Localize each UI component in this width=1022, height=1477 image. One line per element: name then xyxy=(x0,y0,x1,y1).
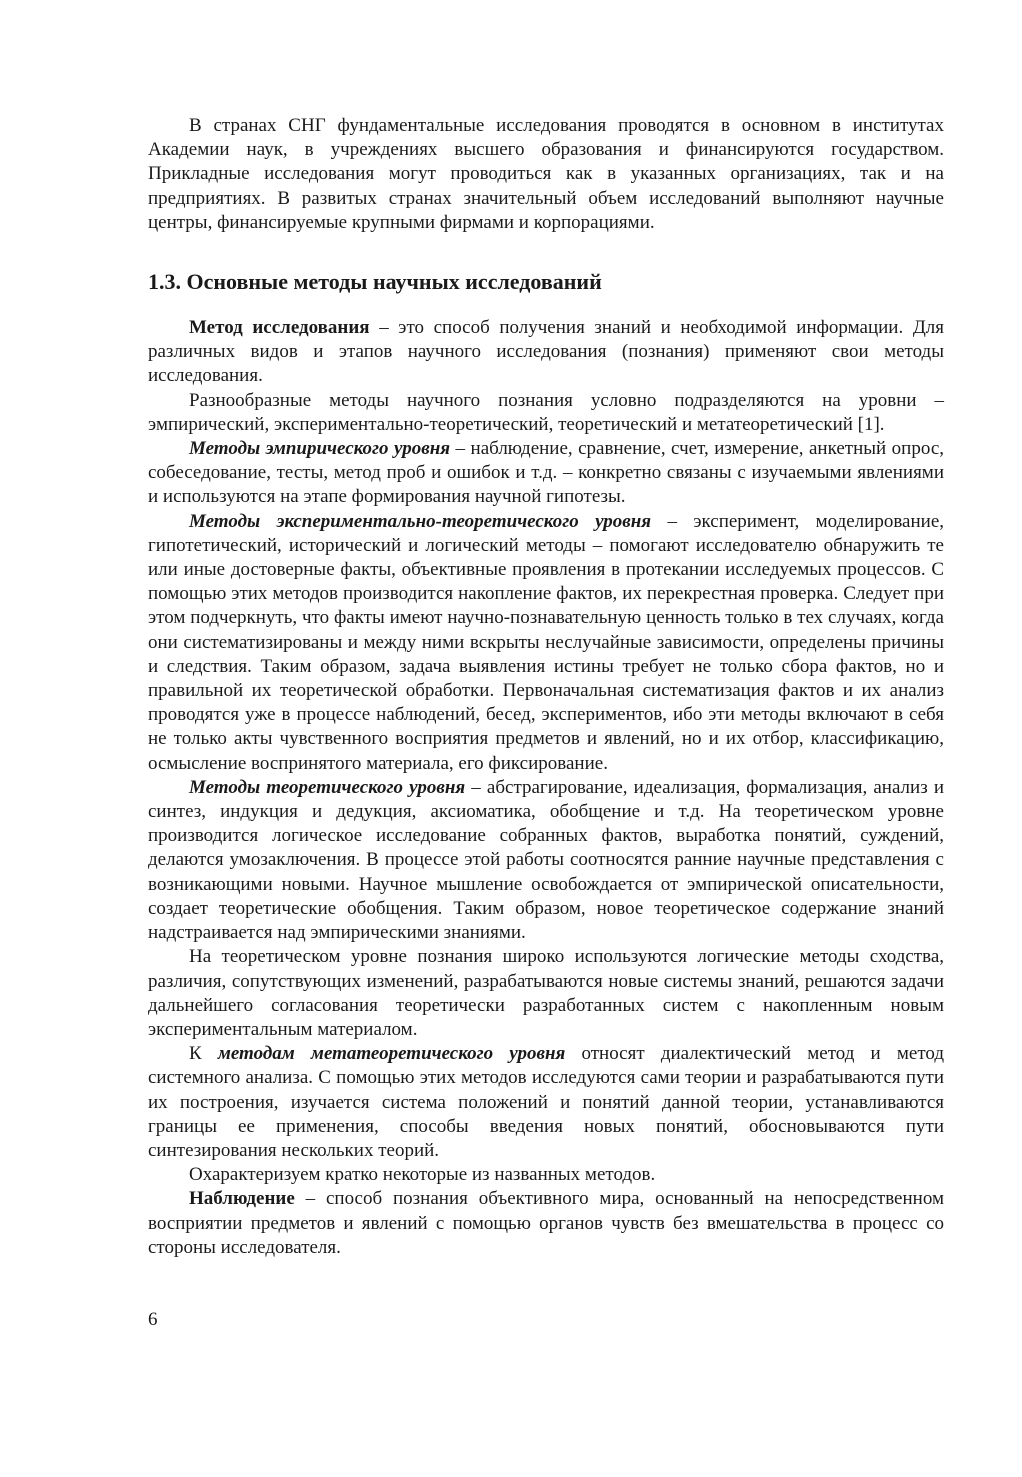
method-definition-text: – это способ получения знаний и необходимой информации. Для различных видов и этапов научного исследования (познания) применяют свои методы исследования. xyxy=(148,317,944,387)
empirical-text: – наблюдение, сравнение, счет, измерение, анкетный опрос, собеседование, тесты, метод проб и ошибок и т.д. – конкретно связаны с изучаемыми явлениями и используются на этапе формирования научной гипотезы. xyxy=(148,438,944,508)
term-metatheoretical: методам метатеоретического уровня xyxy=(217,1043,566,1065)
paragraph-logical-methods: На теоретическом уровне познания широко используются логические методы сходства, различия, сопутствующих изменений, разрабатываются новые системы знаний, решаются задачи дальнейшего согласования теоретически разработанных систем с накопленным новым экспериментальным материалом. xyxy=(148,946,944,1040)
term-method: Метод исследования xyxy=(189,317,370,339)
meta-prefix: К xyxy=(189,1043,218,1065)
section-heading: 1.3. Основные методы научных исследований xyxy=(148,269,602,295)
term-theoretical: Методы теоретического уровня xyxy=(189,776,466,798)
paragraph-theoretical xyxy=(148,776,944,945)
paragraph-metatheoretical xyxy=(148,1042,944,1163)
paragraph-method-definition xyxy=(148,316,944,389)
paragraph-experimental xyxy=(148,510,944,776)
term-observation: Наблюдение xyxy=(189,1188,295,1210)
term-experimental: Методы экспериментально-теоретического уровня xyxy=(189,510,652,532)
paragraph-empirical xyxy=(148,437,944,510)
metatheoretical-text: относят диалектический метод и метод системного анализа. С помощью этих методов исследуются сами теории и разрабатываются пути их построения, изучается система положений и понятий данной теории, устанавливаются границы ее применения, способы введения новых понятий, обосновываются пути синтезирования нескольких теорий. xyxy=(148,1043,944,1161)
intro-paragraph: В странах СНГ фундаментальные исследования проводятся в основном в институтах Академии наук, в учреждениях высшего образования и финансируются государством. Прикладные исследования могут проводиться как в указанных организациях, так и на предприятиях. В развитых странах значительный объем исследований выполняют научные центры, финансируемые крупными фирмами и корпорациями. xyxy=(148,115,944,233)
paragraph-levels: Разнообразные методы научного познания условно подразделяются на уровни – эмпирический, экспериментально-теоретический, теоретический и метатеоретический [1]. xyxy=(148,389,944,435)
observation-text: – способ познания объективного мира, основанный на непосредственном восприятии предметов и явлений с помощью органов чувств без вмешательства в процесс со стороны исследователя. xyxy=(148,1188,944,1258)
theoretical-text: – абстрагирование, идеализация, формализация, анализ и синтез, индукция и дедукция, аксиоматика, обобщение и т.д. На теоретическом уровне производится логическое исследование собранных фактов, выработка понятий, суждений, делаются умозаключения. В процессе этой работы соотносятся ранние научные представления с возникающими новыми. Научное мышление освобождается от эмпирической описательности, создает теоретические обобщения. Таким образом, новое теоретическое содержание знаний надстраивается над эмпирическими знаниями. xyxy=(148,776,944,944)
page-number: 6 xyxy=(148,1309,158,1330)
paragraph-characterize: Охарактеризуем кратко некоторые из названных методов. xyxy=(189,1164,656,1186)
experimental-text: – эксперимент, моделирование, гипотетический, исторический и логический методы – помогают исследователю обнаружить те или иные достоверные факты, объективные проявления в протекании исследуемых процессов. С помощью этих методов производится накопление фактов, их перекрестная проверка. Следует при этом подчеркнуть, что факты имеют научно-познавательную ценность только в тех случаях, когда они систематизированы и между ними вскрыты неслучайные зависимости, определены причины и следствия. Таким образом, задача выявления истины требует не только сбора фактов, но и правильной их теоретической обработки. Первоначальная систематизация фактов и их анализ проводятся уже в процессе наблюдений, бесед, экспериментов, ибо эти методы включают в себя не только акты чувственного восприятия предметов и явлений, но и их отбор, классификацию, осмысление воспринятого материала, его фиксирование. xyxy=(148,510,944,774)
term-empirical: Методы эмпирического уровня xyxy=(189,438,451,460)
page-content xyxy=(148,114,944,1260)
paragraph-observation xyxy=(148,1187,944,1260)
